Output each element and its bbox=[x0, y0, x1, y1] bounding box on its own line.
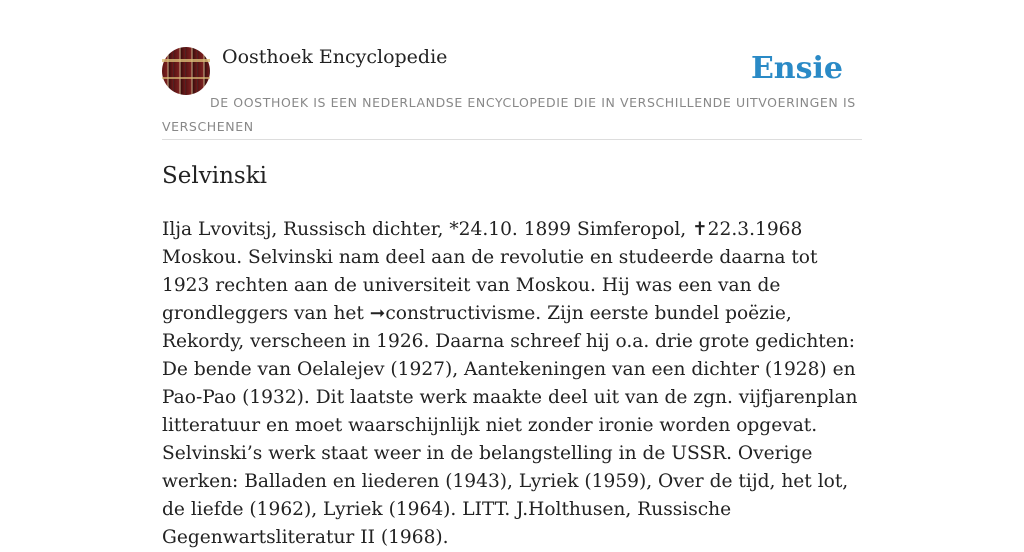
brand-logo[interactable]: Ensie bbox=[750, 51, 843, 86]
article-title: Selvinski bbox=[162, 163, 267, 189]
header-divider bbox=[162, 139, 862, 140]
source-tagline: DE OOSTHOEK IS EEN NEDERLANDSE ENCYCLOPEDIE DIE IN VERSCHILLENDE UITVOERINGEN IS VERSCHENEN bbox=[162, 95, 856, 134]
source-avatar[interactable] bbox=[162, 47, 210, 95]
source-name-link[interactable]: Oosthoek Encyclopedie bbox=[222, 46, 448, 68]
article-body: Ilja Lvovitsj, Russisch dichter, *24.10. 1899 Simferopol, ✝22.3.1968 Moskou. Selvinski nam deel aan de revolutie en studeerde daarna tot 1923 rechten aan de universiteit van Moskou. Hij was een van de grondleggers van het ➞constructivisme. Zijn eerste bundel poëzie, Rekordy, verscheen in 1926. Daarna schreef hij o.a. drie grote gedichten: De bende van Oelalejev (1927), Aantekeningen van een dichter (1928) en Pao-Pao (1932). Dit laatste werk maakte deel uit van de zgn. vijfjarenplan litteratuur en moet waarschijnlijk niet zonder ironie worden opgevat. Selvinski’s werk staat weer in de belangstelling in de USSR. Overige werken: Balladen en liederen (1943), Lyriek (1959), Over de tijd, het lot, de liefde (1962), Lyriek (1964). LITT. J.Holthusen, Russische Gegenwartsliteratur II (1968). bbox=[162, 219, 858, 548]
